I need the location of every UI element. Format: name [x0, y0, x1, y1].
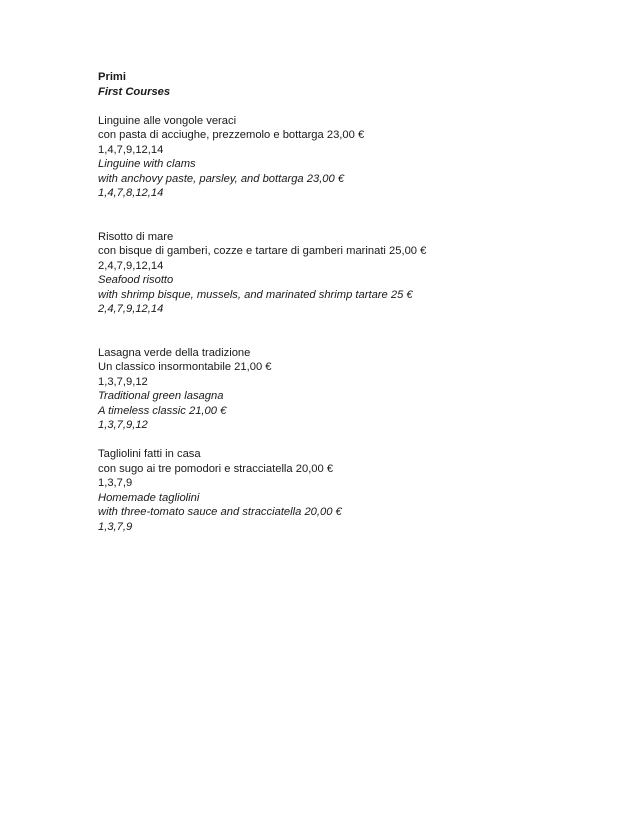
dish-allergens-en: 1,3,7,9,12 [98, 419, 148, 431]
spacer [98, 201, 618, 230]
dish-name-en: Seafood risotto [98, 274, 174, 286]
dish-description-it: Un classico insormontabile 21,00 € [98, 361, 272, 373]
section-title: Primi [98, 71, 126, 83]
dish-name-en: Linguine with clams [98, 158, 196, 170]
dish-description-en: A timeless classic 21,00 € [98, 404, 227, 417]
dish-name-en: Homemade tagliolini [98, 491, 200, 504]
section-subtitle: First Courses [98, 85, 171, 98]
dish-allergens-it: 2,4,7,9,12,14 [98, 259, 164, 272]
dish-allergens-en: 1,3,7,9 [98, 520, 133, 533]
dish-description-it: con bisque di gamberi, cozze e tartare di gamberi marinati 25,00 € [98, 245, 427, 257]
dish-allergens-en: 2,4,7,9,12,14 [98, 303, 164, 315]
dish-tagliolini [98, 447, 618, 534]
dish-name-en: Traditional green lasagna [98, 390, 224, 402]
dish-name-it: Risotto di mare [98, 230, 174, 243]
spacer [98, 317, 618, 346]
dish-name-it: Linguine alle vongole veraci [98, 114, 237, 127]
dish-lasagna [98, 346, 618, 433]
dish-risotto [98, 230, 618, 317]
section-header [98, 70, 618, 99]
dish-linguine [98, 114, 618, 201]
dish-description-en: with anchovy paste, parsley, and bottarga 23,00 € [98, 172, 345, 185]
dish-name-it: Tagliolini fatti in casa [98, 448, 201, 460]
spacer [98, 433, 618, 448]
dish-description-en: with shrimp bisque, mussels, and marinated shrimp tartare 25 € [98, 288, 413, 301]
dish-description-it: con sugo ai tre pomodori e stracciatella 20,00 € [98, 462, 334, 475]
dish-name-it: Lasagna verde della tradizione [98, 346, 251, 359]
dish-description-it: con pasta di acciughe, prezzemolo e bottarga 23,00 € [98, 129, 365, 141]
dish-allergens-it: 1,3,7,9 [98, 477, 133, 489]
menu-page [98, 70, 618, 534]
dish-allergens-it: 1,4,7,9,12,14 [98, 143, 164, 156]
dish-allergens-it: 1,3,7,9,12 [98, 375, 148, 388]
dish-description-en: with three-tomato sauce and stracciatella 20,00 € [98, 506, 342, 518]
dish-allergens-en: 1,4,7,8,12,14 [98, 187, 164, 199]
